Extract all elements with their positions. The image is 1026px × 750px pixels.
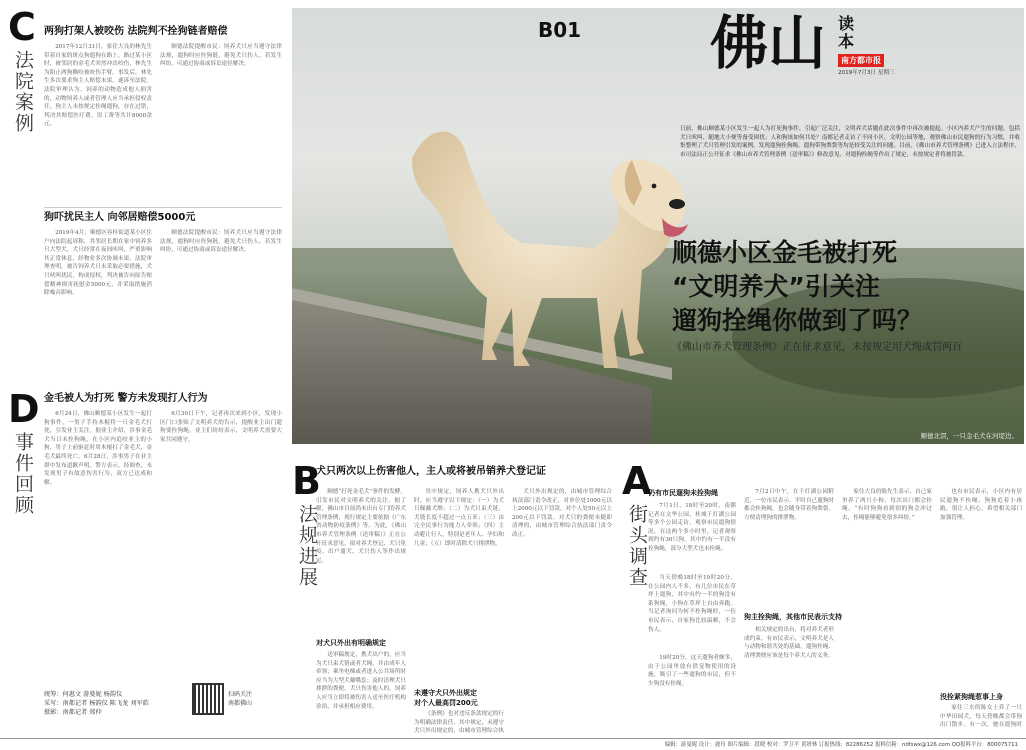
section-b (292, 448, 622, 740)
photo-caption: 顺德北滘，一只金毛犬在河堤边。 (920, 432, 1018, 440)
masthead-read-2: 本 (838, 32, 855, 51)
article-body: 顺德“打死金毛犬”事件的发酵，引发市民对文明养犬的关注。据了解，佛山市目前尚未出台专门的养犬管理条例，现行规定主要依据《广东省动物防疫条例》等。为此，《佛山市养犬管理条例（送审稿）》正在公开征求意见，拟对养犬登记、犬只免疫、出户遛犬、犬只伤人等作出规定。 (316, 489, 406, 564)
section-label-c: 法院案例 (12, 50, 34, 134)
masthead-read-1: 读 (838, 14, 855, 33)
qr-code[interactable] (192, 683, 224, 715)
article-subhead: 仍有市民遛狗未拴狗绳 (648, 489, 718, 497)
credits: 统筹：何惠文 游曼妮 杨韵仪 采写：南都记者 杨韵仪 陈飞龙 刘军皓 摄影：南都记者 郑仲 (44, 691, 149, 716)
lead-paragraph: 日前，佛山顺德某小区发生一起人为打死狗事件，引起广泛关注，文明养犬话题在此次事件中再次被提起。小区内养犬产生的问题，包括犬只吠叫、随地大小便等备受困扰；人和狗该如何共处？南都记者走访了不同小区，文明公园等地，观察佛山市民遛狗的行为习惯，并收集整理了犬只管理引发的案例，发现遛狗拴狗绳、遛狗带狗粪袋等均是较受关注的问题。目前，《佛山市养犬管理条例》已进入立法程序，市司法局正公开征求《佛山市养犬管理条例（送审稿）》修改意见，对遛狗拴绳等作出了规定，未按规定者将被罚款。 (680, 126, 1020, 158)
page-number: B01 (538, 18, 582, 42)
article-body: 顺德法院提醒市民：饲养犬只应当遵守法律法规，遛狗时应拴狗链，避免犬只伤人。若发生纠纷，可通过协商或诉讼途径解决。 (160, 230, 282, 254)
article-body: 家住大良的陈先生表示，自己家里养了两只小狗，每次出门都会拴绳。“有时狗狗看到别的狗会冲过去，拴绳能够避免很多纠纷。” (842, 489, 932, 521)
article-title: 犬只两次以上伤害他人，主人或将被吊销养犬登记证 (316, 466, 546, 477)
qr-caption: 扫码关注 南都佛山 (228, 691, 253, 707)
article-title: 金毛被人为打死 警方未发现打人行为 (44, 393, 208, 404)
article-title: 两狗打架人被咬伤 法院判不拴狗链者赔偿 (44, 26, 228, 37)
section-letter-a: A (622, 459, 652, 503)
article-subhead: 对犬只外出有明确规定 (316, 639, 386, 647)
article-body: 其中规定，饲养人携犬只外出时，应当遵守以下规定：（一）为犬只佩戴犬牌；（二）为犬只束犬链，犬链长度不超过一点五米；（三）由完全民事行为能力人牵领；（四）主动避让行人，特别是老年人、孕妇和儿童；（五）即时清除犬只排泄物。 (414, 489, 504, 547)
section-letter-b: B (292, 459, 321, 503)
left-column (0, 0, 290, 740)
article-body: 6月30日下午，记者再次来到小区，发现小区门口张贴了文明养犬的告示，提醒业主出门遛狗要拴狗绳。业主们纷纷表示，文明养犬需要大家共同遵守。 (160, 411, 282, 443)
footer-info: 编辑：游曼妮 设计：鹿玲 图片编辑：段晓 校对：罗卫平 黄妍林 订报热线：82286252 报料信箱：ndfswx@126.com QQ报料平台：800075711 (664, 742, 1018, 748)
article-body: 送审稿规定，携犬出户的，应当为犬只束犬链或者犬绳，并由成年人牵领；乘坐电梯或者进入公共场所时应当为大型犬戴嘴套；及时清理犬只排泄的粪便。犬只伤害他人的，饲养人应当立即将被伤害人送至医疗机构诊治，并承担相应费用。 (316, 652, 406, 710)
section-label-b: 法规进展 (296, 504, 318, 588)
section-label-a: 街头调查 (626, 504, 648, 588)
headline-deck: 《佛山市养犬管理条例》正在征求意见，未按规定用犬绳或罚两百 (672, 342, 962, 353)
article-body: 6月24日，佛山顺德某小区发生一起打狗事件，一男子手持木棍将一只金毛犬打死，引发业主关注。据业主介绍，涉事金毛犬当日未拴狗绳，在小区内追咬业主的小狗，男子上前驱赶时用木棍打了金毛犬，金毛犬最终死亡。6月28日，涉事男子在业主群中发布道歉声明。警方表示，经调查，未发现男子有故意伤害行为，双方已达成和解。 (44, 411, 152, 486)
article-body: 家住三水的陈女士养了一只中华田园犬，每天傍晚都会带狗出门散步。有一次，她在遛狗时 (940, 705, 1022, 728)
masthead-date: 2019年7月3日 星期三 (838, 70, 895, 76)
article-body: 7月2日中午，在千灯湖公园附近，一位市民表示，平时自己遛狗时都会拴狗绳，也会随身带着狗粪袋，方便清理狗的排泄物。 (744, 489, 834, 521)
article-body: 7月1日，18时至20时，南都记者在文华公园、桂城千灯湖公园等多个公园走访，观察市民遛狗情况。在这两个多小时里，记者观察到约有30只狗，其中约有一半没有拴狗绳，部分大型犬也未拴绳。 (648, 503, 736, 552)
article-title: 狗吓扰民主人 向邻居赔偿5000元 (44, 212, 196, 223)
section-label-d: 事件回顾 (12, 432, 34, 516)
main-headline: 顺德小区金毛被打死 “文明养犬”引关注 遛狗拴绳你做到了吗？ 《佛山市养犬管理条例》正在征求意见，未按规定用犬绳或罚两百 (672, 236, 1022, 356)
section-letter-c: C (8, 5, 36, 49)
masthead (710, 8, 1010, 88)
article-body: 相关规定的出台，将对养犬者形成约束。有市民表示，文明养犬是人与动物和谐共处的基础，遛狗拴绳、清理粪便应该是每个养犬人的义务。 (744, 627, 834, 659)
masthead-sub: 南方都市报 (838, 54, 884, 67)
article-body: 顺德法院提醒市民：饲养犬只应当遵守法律法规，遛狗时应拴狗链，避免犬只伤人。若发生纠纷，可通过协商或诉讼途径解决。 (160, 44, 282, 68)
article-subhead: 狗主拴狗绳，其他市民表示支持 (744, 613, 842, 621)
article-body: 也有市民表示，小区内有居民遛狗不拴绳，狗狗追着小孩跑，很让人担心，希望相关部门加强管理。 (940, 489, 1022, 521)
article-body: 《条例》也对违反条款规定的行为明确法律责任，其中规定，未遵守犬只外出规定的，由城市管理综合执 (414, 711, 504, 735)
article-body: 当天傍晚18时至19时20分，在公园内人不多，有几位市民在草坪上遛狗，其中有约一半的狗没有系狗绳，小狗在草坪上自由奔跑。当记者询问为何不拴狗绳时，一位市民表示，自家狗比较温顺，不会伤人。 (648, 575, 736, 633)
article-subhead: 没拴紧狗绳惹事上身 (940, 693, 1003, 701)
article-body: 2017年12月31日，家住大良的林先生带着自家的斑点狗遛狗在路上，路过某小区时，被邻居的金毛犬突然冲出咬伤，林先生为阻止两狗撕咬被咬伤手臂。事发后，林先生多次要求狗主人赔偿未果，遂诉至法院。法院审理认为，饲养的动物造成他人损害的，动物饲养人或者管理人应当承担侵权责任。狗主人未按规定拴绳遛狗，存在过错，判决其赔偿医疗费、误工费等共计8000余元。 (44, 44, 152, 128)
article-body: 2019年4月，顺德区容桂街道某小区住户向法院起诉称，其邻居长期在家中饲养多只大型犬，犬只经常在夜间吠叫，严重影响其正常休息，经物业多次协调未果。法院审理查明，被告饲养犬只未采取必要措施，犬只吠叫扰民，构成侵权，判决被告向原告赔偿精神损害抚慰金5000元，并采取措施消除噪音影响。 (44, 230, 152, 297)
article-subhead: 未遵守犬只外出规定 (414, 689, 477, 697)
section-a (622, 448, 1026, 740)
article-body: 19时20分，这天遛狗者颇多，由于公园里放有供宠物使用的设施，吸引了一些遛狗的市民，但不少狗没有拴绳。 (648, 655, 736, 687)
article-body: 犬只外出规定的，由城市管理综合执法部门责令改正，对单位处1000元以上2000元以下罚款，对个人处50元以上200元以下罚款。对犬只的粪便未随即清理的，由城市管理综合执法部门责令改正。 (512, 489, 612, 538)
section-letter-d: D (8, 387, 40, 431)
masthead-city: 佛山 (710, 9, 827, 77)
article-subhead: 对个人最高罚200元 (414, 699, 478, 707)
